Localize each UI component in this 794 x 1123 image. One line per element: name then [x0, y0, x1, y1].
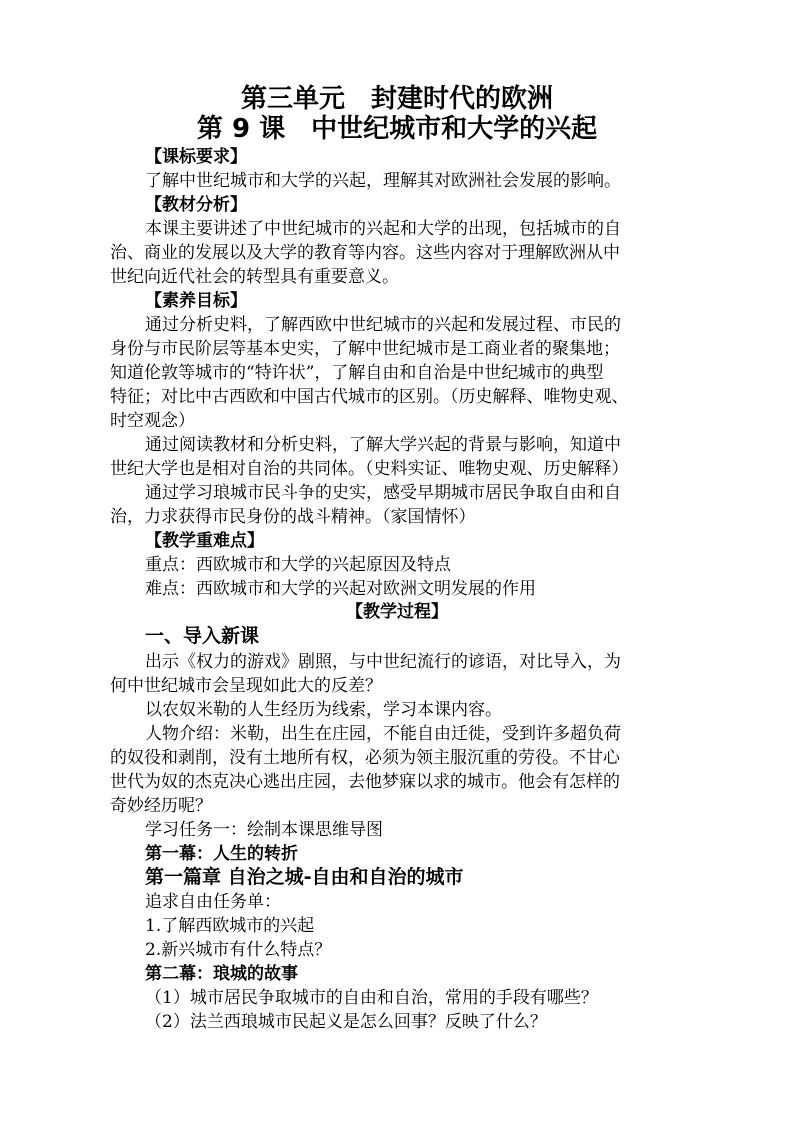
- goals-line: 通过学习琅城市民斗争的史实，感受早期城市居民争取自由和自: [145, 483, 621, 503]
- goals-line: 身份与市民阶层等基本史实，了解中世纪城市是工商业者的聚集地；: [110, 339, 620, 359]
- act1-heading: 第一幕：人生的转折: [145, 844, 298, 864]
- goals-line: 通过分析史料，了解西欧中世纪城市的兴起和发展过程、市民的: [145, 315, 621, 335]
- act2-heading: 第二幕：琅城的故事: [145, 964, 298, 984]
- intro-line: 的奴役和剥削，没有土地所有权，必须为领主服沉重的劳役。不甘心: [110, 748, 620, 768]
- intro-line: 出示《权力的游戏》剧照，与中世纪流行的谚语，对比导入，为: [145, 652, 621, 672]
- goals-heading: 【素养目标】: [145, 291, 247, 311]
- unit-title: 第三单元 封建时代的欧洲: [240, 84, 553, 114]
- difficult-point: 难点：西欧城市和大学的兴起对欧洲文明发展的作用: [145, 579, 536, 599]
- act1-chapter: 第一篇章 自治之城-自由和自治的城市: [145, 866, 464, 888]
- task-label: 追求自由任务单：: [145, 892, 281, 912]
- analysis-line: 治、商业的发展以及大学的教育等内容。这些内容对于理解欧洲从中: [110, 243, 620, 263]
- task-item: 1.了解西欧城市的兴起: [145, 916, 315, 936]
- intro-line: 世代为奴的杰克决心逃出庄园，去他梦寐以求的城市。他会有怎样的: [110, 772, 620, 792]
- keypoints-heading: 【教学重难点】: [145, 531, 264, 551]
- act2-question: （1）城市居民争取城市的自由和自治，常用的手段有哪些？: [145, 988, 598, 1008]
- intro-line: 奇妙经历呢？: [110, 796, 212, 816]
- key-point: 重点：西欧城市和大学的兴起原因及特点: [145, 555, 451, 575]
- task-item: 2.新兴城市有什么特点？: [145, 940, 332, 960]
- act2-question: （2）法兰西琅城市民起义是怎么回事？反映了什么？: [145, 1012, 547, 1032]
- goals-line: 知道伦敦等城市的“特许状”，了解自由和自治是中世纪城市的典型: [110, 363, 604, 383]
- goals-line: 时空观念）: [110, 411, 195, 431]
- goals-line: 世纪大学也是相对自治的共同体。（史料实证、唯物史观、历史解释）: [110, 459, 629, 479]
- intro-line: 以农奴米勒的人生经历为线索，学习本课内容。: [145, 700, 502, 720]
- intro-line: 何中世纪城市会呈现如此大的反差？: [110, 676, 382, 696]
- goals-line: 通过阅读教材和分析史料，了解大学兴起的背景与影响，知道中: [145, 435, 621, 455]
- lesson-title: 第 9 课 中世纪城市和大学的兴起: [196, 114, 598, 144]
- goals-line: 治，力求获得市民身份的战斗精神。（家国情怀）: [110, 507, 476, 527]
- analysis-line: 世纪向近代社会的转型具有重要意义。: [110, 267, 399, 287]
- process-heading: 【教学过程】: [346, 602, 448, 622]
- intro-heading: 一、导入新课: [145, 625, 260, 647]
- analysis-heading: 【教材分析】: [145, 195, 247, 215]
- goals-line: 特征；对比中古西欧和中国古代城市的区别。（历史解释、唯物史观、: [110, 387, 629, 407]
- analysis-line: 本课主要讲述了中世纪城市的兴起和大学的出现，包括城市的自: [145, 219, 621, 239]
- intro-line: 学习任务一：绘制本课思维导图: [145, 820, 383, 840]
- standard-heading: 【课标要求】: [145, 147, 247, 167]
- intro-line: 人物介绍：米勒，出生在庄园，不能自由迁徙，受到许多超负荷: [145, 724, 621, 744]
- standard-text: 了解中世纪城市和大学的兴起，理解其对欧洲社会发展的影响。: [145, 171, 621, 191]
